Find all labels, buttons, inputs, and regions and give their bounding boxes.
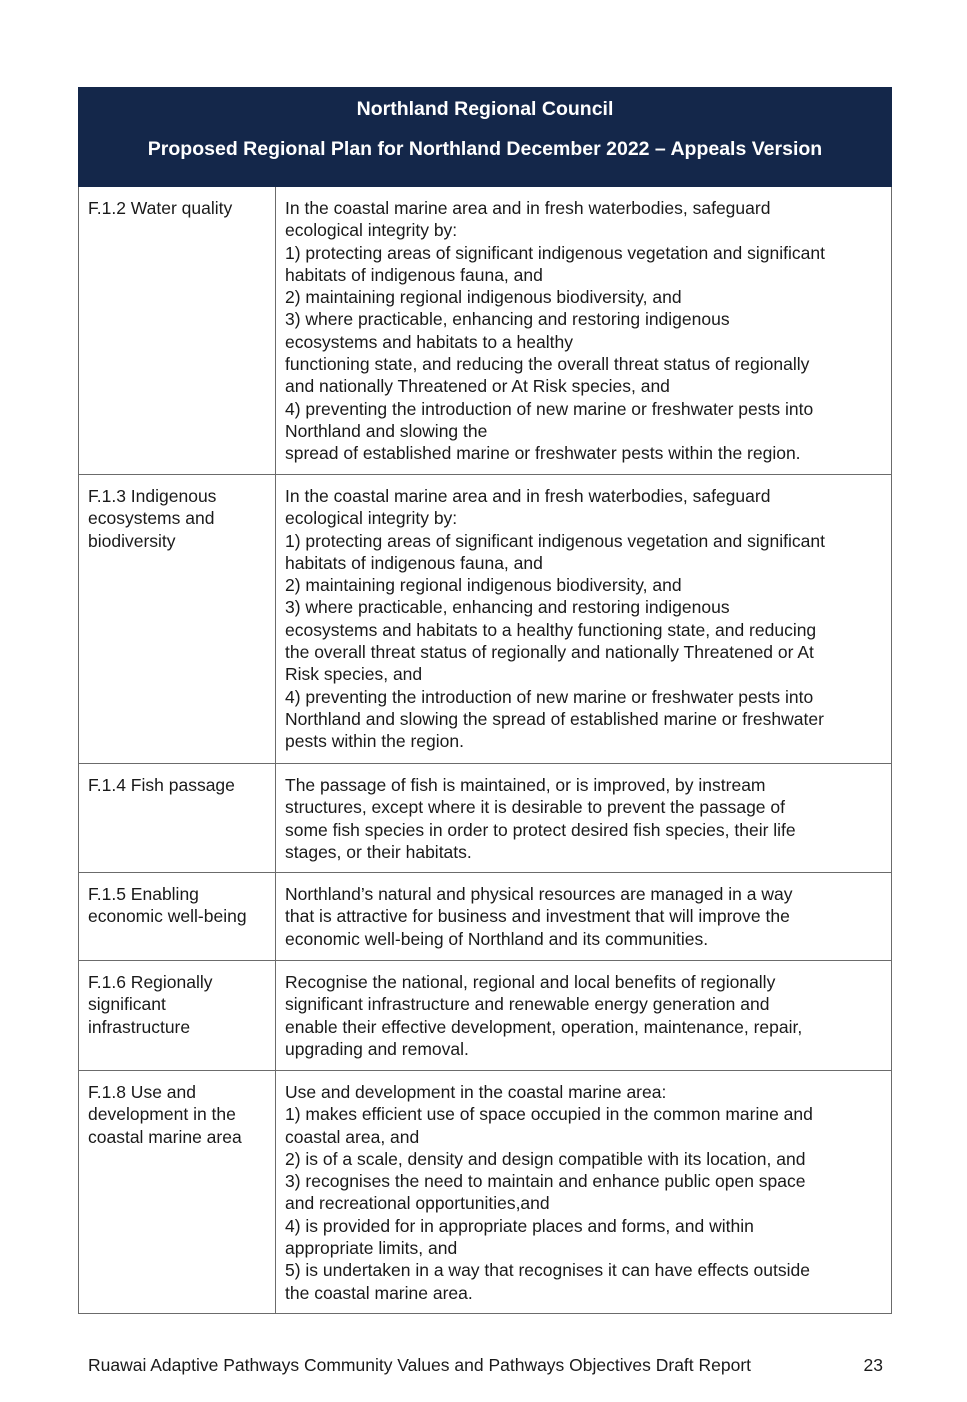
objective-label-line: infrastructure — [88, 1016, 191, 1037]
objective-text-line: 2) is of a scale, density and design compatible with its location, and — [285, 1148, 806, 1169]
table-row — [78, 1071, 892, 1314]
header-council-name: Northland Regional Council — [356, 98, 614, 120]
objective-text-line: habitats of indigenous fauna, and — [285, 552, 543, 573]
objective-label-cell — [79, 764, 276, 872]
objective-text-line: stages, or their habitats. — [285, 841, 472, 862]
objective-text-line: spread of established marine or freshwater pests within the region. — [285, 443, 801, 464]
objective-text-line: ecological integrity by: — [285, 508, 458, 529]
objective-text-line: 1) protecting areas of significant indigenous vegetation and significant — [285, 530, 825, 551]
objective-text-line: pests within the region. — [285, 731, 464, 752]
objective-text-line: and recreational opportunities,and — [285, 1193, 550, 1214]
objective-text-line: significant infrastructure and renewable energy generation and — [285, 994, 770, 1015]
objective-text-line: 1) makes efficient use of space occupied in the common marine and — [285, 1104, 813, 1125]
objective-text-line: 5) is undertaken in a way that recognises it can have effects outside — [285, 1260, 810, 1281]
objective-text-line: Recognise the national, regional and local benefits of regionally — [285, 972, 776, 992]
objectives-table — [78, 87, 892, 1314]
objective-text-line: The passage of fish is maintained, or is improved, by instream — [285, 775, 766, 795]
objective-text-line: structures, except where it is desirable to prevent the passage of — [285, 797, 785, 818]
table-row — [78, 187, 892, 475]
objective-text-cell — [276, 1071, 891, 1313]
objective-text-line: coastal area, and — [285, 1126, 420, 1147]
objective-text-line: Use and development in the coastal marine area: — [285, 1082, 667, 1102]
objective-text-line: some fish species in order to protect desired fish species, their life — [285, 819, 796, 840]
objective-text-line: Northland’s natural and physical resources are managed in a way — [285, 884, 793, 904]
objective-text-line: 2) maintaining regional indigenous biodiversity, and — [285, 287, 682, 308]
objective-text-line: In the coastal marine area and in fresh waterbodies, safeguard — [285, 198, 771, 218]
objective-text-line: functioning state, and reducing the overall threat status of regionally — [285, 354, 810, 375]
objective-text-line: 4) preventing the introduction of new marine or freshwater pests into — [285, 398, 814, 419]
objective-text-line: appropriate limits, and — [285, 1238, 458, 1259]
table-header — [78, 87, 892, 187]
objective-text-line: Risk species, and — [285, 664, 423, 685]
objective-text-line: economic well-being of Northland and its communities. — [285, 928, 709, 949]
table-row — [78, 961, 892, 1071]
objective-text-cell — [276, 475, 891, 763]
objective-label-line: significant — [88, 994, 166, 1015]
page-number: 23 — [863, 1355, 883, 1375]
objective-label-line: F.1.6 Regionally — [88, 972, 213, 992]
objective-text-line: 1) protecting areas of significant indigenous vegetation and significant — [285, 242, 825, 263]
objective-text-cell — [276, 961, 891, 1070]
objective-text-line: and nationally Threatened or At Risk species, and — [285, 376, 670, 397]
objective-text-cell — [276, 764, 891, 872]
objective-text-line: ecological integrity by: — [285, 220, 458, 241]
objective-label-line: F.1.5 Enabling — [88, 884, 199, 904]
objective-label-line: biodiversity — [88, 530, 176, 551]
page-footer — [88, 1354, 883, 1376]
objective-text-line: 3) where practicable, enhancing and restoring indigenous — [285, 309, 730, 330]
header-plan-title: Proposed Regional Plan for Northland December 2022 – Appeals Version — [147, 138, 823, 160]
objective-text-cell — [276, 187, 891, 474]
table-body — [78, 187, 892, 1314]
objective-label-line: ecosystems and — [88, 508, 215, 529]
objective-label-line: development in the — [88, 1104, 236, 1125]
objective-text-line: habitats of indigenous fauna, and — [285, 264, 543, 285]
objective-text-line: 2) maintaining regional indigenous biodiversity, and — [285, 575, 682, 596]
objective-text-line: the overall threat status of regionally and nationally Threatened or At — [285, 642, 814, 663]
objective-text-line: 4) is provided for in appropriate places and forms, and within — [285, 1215, 754, 1236]
objective-text-line: that is attractive for business and investment that will improve the — [285, 906, 790, 927]
table-row — [78, 475, 892, 764]
objective-text-cell — [276, 873, 891, 960]
objective-text-line: In the coastal marine area and in fresh waterbodies, safeguard — [285, 486, 771, 506]
objective-text-line: the coastal marine area. — [285, 1282, 473, 1303]
objective-label-cell — [79, 1071, 276, 1313]
table-row — [78, 873, 892, 961]
objective-text-line: Northland and slowing the — [285, 420, 488, 441]
objective-text-line: Northland and slowing the spread of established marine or freshwater — [285, 708, 824, 729]
objective-label-line: coastal marine area — [88, 1126, 242, 1147]
objective-text-line: 3) recognises the need to maintain and enhance public open space — [285, 1171, 806, 1192]
objective-label-line: F.1.3 Indigenous — [88, 486, 217, 506]
objective-text-line: 4) preventing the introduction of new marine or freshwater pests into — [285, 686, 814, 707]
footer-report-title: Ruawai Adaptive Pathways Community Values and Pathways Objectives Draft Report — [88, 1355, 752, 1375]
objective-text-line: ecosystems and habitats to a healthy — [285, 331, 573, 352]
objective-label-cell — [79, 187, 276, 474]
objective-text-line: ecosystems and habitats to a healthy functioning state, and reducing — [285, 619, 817, 640]
objective-label-line: F.1.4 Fish passage — [88, 775, 235, 795]
objective-label-line: F.1.2 Water quality — [88, 198, 233, 218]
objective-label-cell — [79, 873, 276, 960]
objective-label-line: F.1.8 Use and — [88, 1082, 196, 1102]
table-row — [78, 764, 892, 873]
objective-label-cell — [79, 475, 276, 763]
objective-text-line: enable their effective development, operation, maintenance, repair, — [285, 1016, 803, 1037]
objective-text-line: 3) where practicable, enhancing and restoring indigenous — [285, 597, 730, 618]
objective-text-line: upgrading and removal. — [285, 1038, 469, 1059]
objective-label-line: economic well-being — [88, 906, 247, 927]
objective-label-cell — [79, 961, 276, 1070]
